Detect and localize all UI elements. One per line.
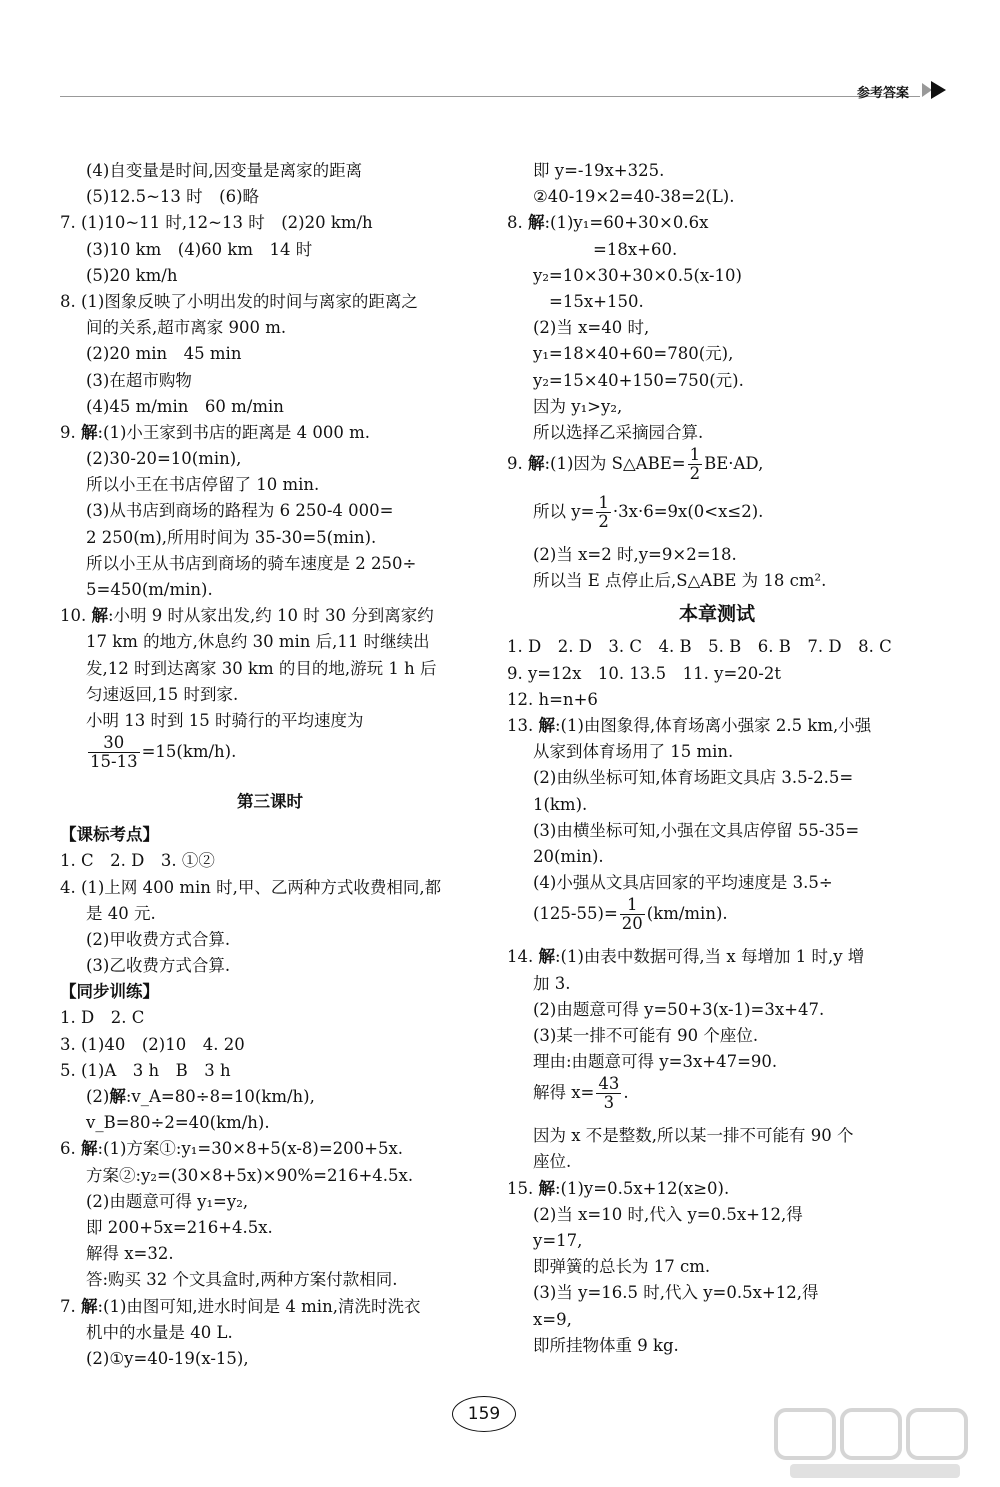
fraction <box>620 896 645 933</box>
answer-line: 座位. <box>533 1152 572 1172</box>
answer-line: 解得 x=32. <box>86 1244 174 1264</box>
answer-text: =15(km/h). <box>141 742 237 762</box>
answer-text: :(1)小王家到书店的距离是 4 000 m. <box>97 422 371 442</box>
answer-line: 加 3. <box>533 973 571 993</box>
item-number: 13. <box>507 716 539 735</box>
answer-line: 小明 13 时到 15 时骑行的平均速度为 <box>86 710 364 730</box>
header-label: 参考答案 <box>857 86 910 101</box>
answer-line: 答:购买 32 个文具盒时,两种方案付款相同. <box>86 1270 398 1290</box>
answer-line <box>60 1294 480 1320</box>
solution-marker: 解 <box>528 213 545 233</box>
answer-line: =18x+60. <box>593 239 678 259</box>
fraction-numerator: 1 <box>689 445 701 465</box>
answer-line: x=9, <box>533 1309 572 1329</box>
answer-line: 4. (1)上网 400 min 时,甲、乙两种方式收费相同,都 <box>60 877 442 897</box>
answer-line: (3)当 y=16.5 时,代入 y=0.5x+12,得 <box>533 1283 819 1303</box>
solution-marker: 解 <box>81 1139 98 1159</box>
answer-text: (125-55)= <box>533 904 618 924</box>
answer-line: 从家到体育场用了 15 min. <box>533 742 734 762</box>
answer-line: (2)当 x=2 时,y=9×2=18. <box>533 545 737 565</box>
right-column <box>507 158 927 1359</box>
answer-text: . <box>623 1083 629 1103</box>
answer-line: (4)45 m/min 60 m/min <box>86 396 284 416</box>
answer-line: (3)乙收费方式合算. <box>86 956 231 976</box>
item-number: 9. <box>507 454 528 474</box>
answer-line: 因为 x 不是整数,所以某一排不可能有 90 个 <box>533 1126 854 1146</box>
answer-line: 1. D 2. D 3. C 4. B 5. B 6. B 7. D 8. C <box>507 637 892 657</box>
page-number: 159 <box>452 1396 516 1432</box>
answer-line-fraction <box>60 734 480 782</box>
fraction-denominator: 3 <box>603 1093 615 1113</box>
answer-line: 发,12 时到达离家 30 km 的目的地,游玩 1 h 后 <box>86 658 437 678</box>
answer-text: :(1)由图象得,体育场离小强家 2.5 km,小强 <box>555 716 872 735</box>
fraction-denominator: 20 <box>621 914 643 934</box>
answer-line: 9. y=12x 10. 13.5 11. y=20-2t <box>507 663 781 683</box>
answer-text: :(1)由图可知,进水时间是 4 min,清洗时洗衣 <box>97 1296 421 1316</box>
answer-line: (2)20 min 45 min <box>86 344 242 364</box>
fraction-numerator: 43 <box>598 1074 620 1094</box>
answer-line: 方案②:y₂=(30×8+5x)×90%=216+4.5x. <box>86 1165 414 1185</box>
answer-line: (3)由横坐标可知,小强在文具店停留 55-35= <box>533 820 860 840</box>
section-label: 【课标考点】 <box>60 825 159 845</box>
answer-text: :(1)y₁=60+30×0.6x <box>544 213 709 233</box>
answer-line: (3)在超市购物 <box>86 370 192 390</box>
answer-line: (2)当 x=40 时, <box>533 318 650 338</box>
solution-marker: 解 <box>538 947 555 967</box>
answer-line: 8. (1)图象反映了小明出发的时间与离家的距离之 <box>60 291 418 311</box>
answer-line <box>60 420 480 446</box>
answer-line-fraction <box>507 494 927 542</box>
answer-line: (2)由纵坐标可知,体育场距文具店 3.5-2.5= <box>533 768 854 788</box>
answer-line <box>60 1084 480 1110</box>
answer-line: 5=450(m/min). <box>86 580 213 599</box>
item-number: 10. <box>60 606 92 626</box>
fraction-denominator: 2 <box>689 464 701 484</box>
answer-line: 所以当 E 点停止后,S△ABE 为 18 cm². <box>533 571 827 591</box>
answer-line: (4)自变量是时间,因变量是离家的距离 <box>86 161 363 180</box>
item-number: 15. <box>507 1178 539 1198</box>
answer-line: 间的关系,超市离家 900 m. <box>86 318 287 338</box>
answer-line: (5)20 km/h <box>86 265 178 285</box>
answer-text: :(1)y=0.5x+12(x≥0). <box>555 1178 730 1198</box>
answer-line: (2)由题意可得 y₁=y₂, <box>86 1191 249 1211</box>
answer-line: 所以小王在书店停留了 10 min. <box>86 475 320 495</box>
answer-line: y₂=15×40+150=750(元). <box>533 370 744 390</box>
solution-marker: 解 <box>528 454 545 474</box>
answer-text: :(1)方案①:y₁=30×8+5(x-8)=200+5x. <box>97 1139 404 1159</box>
answer-line: 1. C 2. D 3. ①② <box>60 851 215 871</box>
solution-marker: 解 <box>538 716 555 735</box>
answer-line: (2)由题意可得 y=50+3(x-1)=3x+47. <box>533 999 825 1019</box>
left-column <box>60 158 480 1372</box>
answer-line-fraction <box>507 1075 927 1123</box>
watermark-logo <box>770 1404 980 1484</box>
solution-marker: 解 <box>81 1296 98 1316</box>
item-number: 7. <box>60 1296 81 1316</box>
fraction-numerator: 30 <box>88 734 140 753</box>
answer-text: 解得 x= <box>533 1083 595 1103</box>
answer-line: 匀速返回,15 时到家. <box>86 684 239 704</box>
answer-line <box>60 603 480 629</box>
fraction-numerator: 1 <box>620 896 645 915</box>
item-number: 8. <box>507 213 528 233</box>
solution-marker: 解 <box>91 606 108 626</box>
answer-line: 1(km). <box>533 794 588 814</box>
fraction <box>596 1075 621 1112</box>
answer-line: 理由:由题意可得 y=3x+47=90. <box>533 1052 778 1072</box>
answer-line: 即所挂物体重 9 kg. <box>533 1335 679 1355</box>
answer-line <box>60 1136 480 1162</box>
answer-text: :小明 9 时从家出发,约 10 时 30 分到离家约 <box>108 606 434 626</box>
answer-line: 即 y=-19x+325. <box>533 161 665 180</box>
answer-line: 17 km 的地方,休息约 30 min 后,11 时继续出 <box>86 632 430 652</box>
section-label: 【同步训练】 <box>60 982 159 1002</box>
answer-line: 2 250(m),所用时间为 35-30=5(min). <box>86 527 377 547</box>
answer-text: BE·AD, <box>704 454 764 474</box>
answer-text: (2) <box>86 1087 110 1106</box>
header-arrow-icon <box>922 81 948 99</box>
answer-line: (2)①y=40-19(x-15), <box>86 1348 249 1368</box>
fraction-numerator: 1 <box>598 493 609 513</box>
answer-line: 12. h=n+6 <box>507 689 598 709</box>
answer-line: (2)甲收费方式合算. <box>86 929 231 949</box>
answer-line: v_B=80÷2=40(km/h). <box>86 1113 270 1133</box>
answer-line: (2)30-20=10(min), <box>86 449 242 469</box>
answer-line <box>507 1176 927 1202</box>
answer-line: 20(min). <box>533 846 604 866</box>
answer-line: 5. (1)A 3 h B 3 h <box>60 1060 231 1080</box>
answer-line: (3)某一排不可能有 90 个座位. <box>533 1025 759 1045</box>
answer-line: =15x+150. <box>549 291 644 311</box>
answer-text: :(1)因为 S△ABE= <box>544 454 686 474</box>
answer-line: (5)12.5~13 时 (6)略 <box>86 187 260 207</box>
answer-line-fraction <box>507 446 927 494</box>
answer-line: 3. (1)40 (2)10 4. 20 <box>60 1034 245 1054</box>
answer-line: 所以选择乙采摘园合算. <box>533 422 704 442</box>
answer-line <box>507 713 927 739</box>
section-heading: 本章测试 <box>678 603 755 626</box>
answer-line: (4)小强从文具店回家的平均速度是 3.5÷ <box>533 873 833 893</box>
answer-line: 因为 y₁>y₂, <box>533 396 623 416</box>
item-number: 6. <box>60 1139 81 1159</box>
fraction <box>688 446 703 483</box>
answer-line: 即 200+5x=216+4.5x. <box>86 1217 273 1237</box>
answer-line: y=17, <box>533 1231 583 1250</box>
answer-line: 所以小王从书店到商场的骑车速度是 2 250÷ <box>86 553 417 573</box>
section-heading: 第三课时 <box>237 792 303 812</box>
answer-line: 是 40 元. <box>86 903 156 923</box>
answer-line: 1. D 2. C <box>60 1008 145 1028</box>
solution-marker: 解 <box>81 422 98 442</box>
fraction-denominator: 2 <box>598 512 609 532</box>
answer-line-fraction <box>507 896 927 944</box>
answer-line: 7. (1)10~11 时,12~13 时 (2)20 km/h <box>60 213 373 233</box>
answer-line: ②40-19×2=40-38=2(L). <box>533 187 735 207</box>
answer-text: :(1)由表中数据可得,当 x 每增加 1 时,y 增 <box>555 947 865 967</box>
answer-line <box>507 210 927 236</box>
answer-text: :v_A=80÷8=10(km/h), <box>125 1087 315 1106</box>
answer-text: 所以 y= <box>533 502 595 522</box>
fraction <box>88 734 140 771</box>
fraction <box>596 494 611 531</box>
item-number: 9. <box>60 422 81 442</box>
answer-line: (3)从书店到商场的路程为 6 250-4 000= <box>86 501 394 521</box>
fraction-denominator: 15-13 <box>90 752 138 772</box>
answer-line: (3)10 km (4)60 km 14 时 <box>86 239 313 259</box>
solution-marker: 解 <box>109 1087 126 1106</box>
answer-line: y₁=18×40+60=780(元), <box>533 344 734 364</box>
answer-line: 机中的水量是 40 L. <box>86 1322 233 1342</box>
solution-marker: 解 <box>538 1178 555 1198</box>
item-number: 14. <box>507 947 539 967</box>
header-rule <box>60 96 920 97</box>
answer-line: 即弹簧的总长为 17 cm. <box>533 1257 711 1277</box>
answer-line <box>507 944 927 970</box>
answer-line: (2)当 x=10 时,代入 y=0.5x+12,得 <box>533 1204 803 1224</box>
answer-line: y₂=10×30+30×0.5(x-10) <box>533 265 742 285</box>
answer-text: ·3x·6=9x(0<x≤2). <box>612 502 764 522</box>
answer-text: (km/min). <box>646 904 728 924</box>
